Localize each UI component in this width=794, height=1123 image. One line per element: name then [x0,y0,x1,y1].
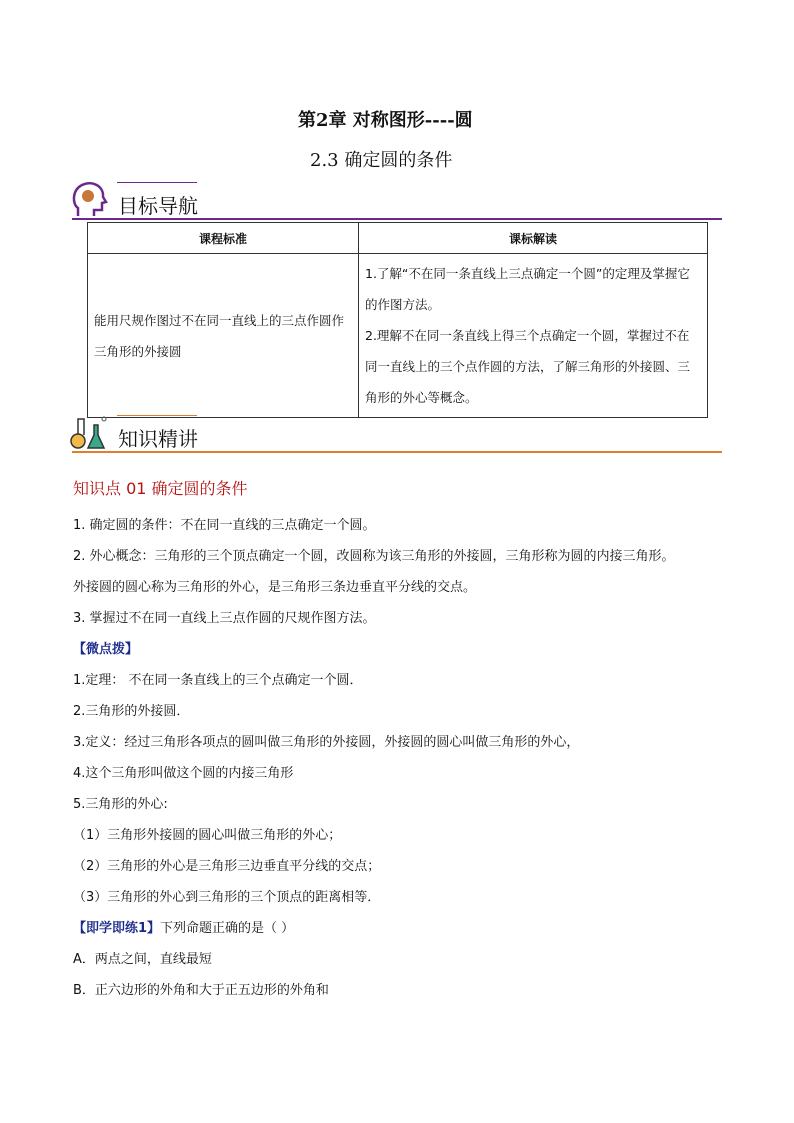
exercise-line [73,917,294,936]
knowledge-divider [72,451,722,453]
option-b: B．正六边形的外角和大于正五边形的外角和 [73,983,329,998]
interpretation-item: 1.了解“不在同一条直线上三点确定一个圆”的定理及掌握它的作图方法。 [365,266,690,312]
knowledge-point-title: 知识点 01 确定圆的条件 [73,479,248,498]
tip-item: （3）三角形的外心到三角形的三个顶点的距离相等． [73,890,381,905]
flask-icon [70,413,110,451]
exercise-label: 【即学即练1】 [73,921,161,936]
knowledge-title: 知识精讲 [118,427,198,451]
tip-item: 3.定义：经过三角形各项点的圆叫做三角形的外接圆，外接圆的圆心叫做三角形的外心， [73,735,580,750]
tip-item: 5.三角形的外心: [73,797,168,812]
tip-item: （1）三角形外接圆的圆心叫做三角形的外心； [73,828,342,843]
interpretation-cell [359,254,708,418]
chapter-title: 第2章 对称图形----圆 [298,110,473,131]
goal-nav-title: 目标导航 [118,194,198,218]
title-accent-line [117,182,197,183]
tip-item: （2）三角形的外心是三角形三边垂直平分线的交点； [73,859,381,874]
section-title: 2.3 确定圆的条件 [310,150,453,171]
tip-item: 1.定理： 不在同一条直线上的三个点确定一个圆． [73,673,363,688]
tip-item: 4.这个三角形叫做这个圆的内接三角形 [73,766,294,781]
header-course-standard: 课程标准 [88,223,359,254]
head-brain-icon [70,180,110,220]
tip-label: 【微点拨】 [73,642,139,657]
knowledge-item: 1. 确定圆的条件：不在同一直线的三点确定一个圆。 [73,518,376,533]
goal-nav-divider [72,218,722,220]
header-standard-interpretation: 课标解读 [359,223,708,254]
exercise-question: 下列命题正确的是（ ） [160,921,295,936]
knowledge-item: 外接圆的圆心称为三角形的外心，是三角形三条边垂直平分线的交点。 [73,580,477,595]
knowledge-item: 3. 掌握过不在同一直线上三点作圆的尺规作图方法。 [73,611,376,626]
course-standard-cell: 能用尺规作图过不在同一直线上的三点作圆作三角形的外接圆 [88,254,359,418]
standards-table [87,222,708,418]
interpretation-item: 2.理解不在同一条直线上得三个点确定一个圆，掌握过不在同一直线上的三个点作圆的方法，了解三角形的外接圆、三角形的外心等概念。 [365,328,691,405]
knowledge-item: 2. 外心概念：三角形的三个顶点确定一个圆，改圆称为该三角形的外接圆，三角形称为圆的内接三角形。 [73,549,675,564]
tip-item: 2.三角形的外接圆． [73,704,190,719]
option-a: A．两点之间，直线最短 [73,952,212,967]
title-accent-line [117,415,197,416]
